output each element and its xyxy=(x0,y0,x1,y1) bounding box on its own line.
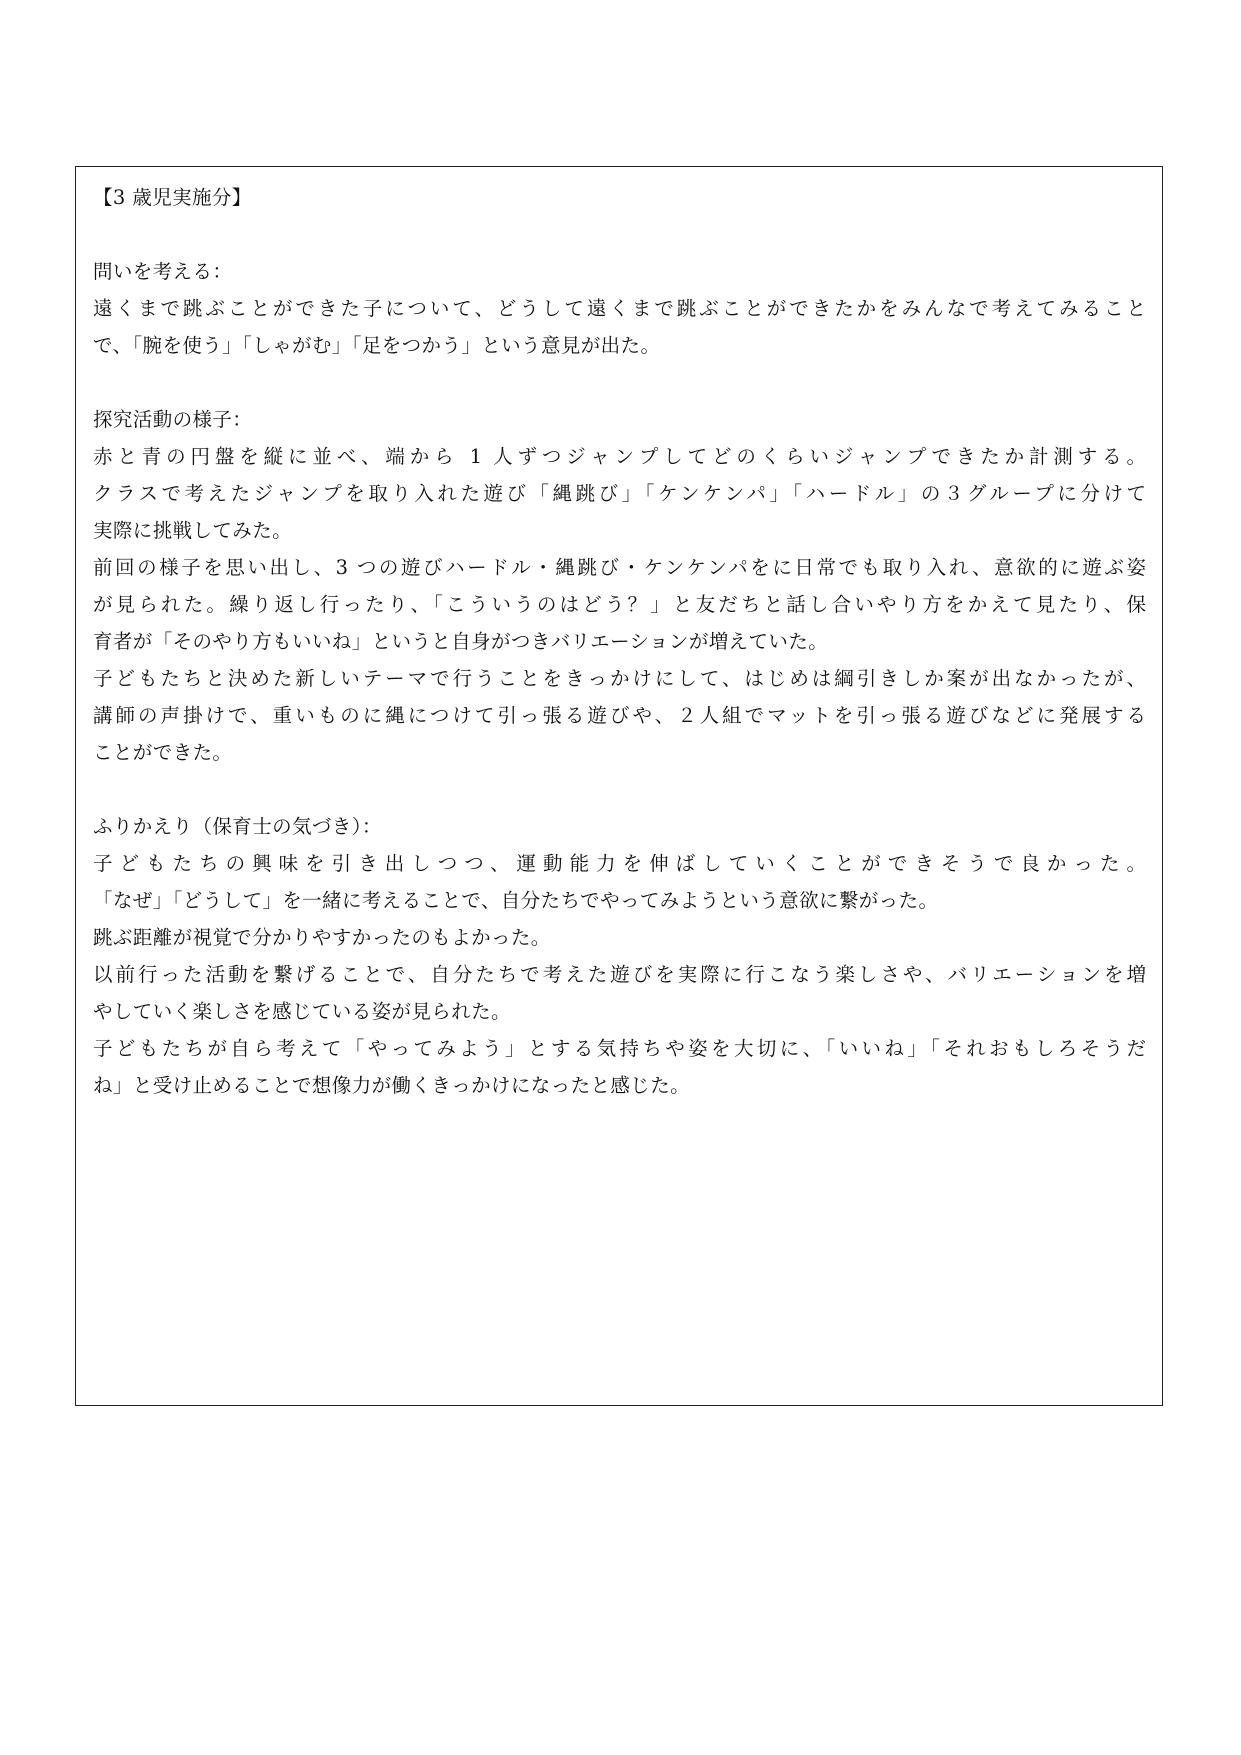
spacer xyxy=(93,771,1146,808)
activity-line: 実際に挑戦してみた。 xyxy=(93,519,293,542)
reflection-line: 「なぜ」「どうして」を一緒に考えることで、自分たちでやってみようという意欲に繋がった。 xyxy=(93,889,939,912)
question-heading: 問いを考える： xyxy=(93,260,233,283)
question-line: 遠くまで跳ぶことができた子について、どうして遠くまで跳ぶことができたかをみんなで考えてみること xyxy=(93,297,1146,320)
activity-line: 育者が「そのやり方もいいね」というと自身がつきバリエーションが増えていた。 xyxy=(93,630,829,653)
activity-line: が見られた。繰り返し行ったり、「こういうのはどう？」と友だちと話し合いやり方をかえて見たり、保 xyxy=(93,593,1146,616)
report-box xyxy=(75,166,1163,1406)
activity-line: ことができた。 xyxy=(93,741,233,764)
reflection-line: ね」と受け止めることで想像力が働くきっかけになったと感じた。 xyxy=(93,1074,691,1097)
reflection-line: 子どもたちの興味を引き出しつつ、運動能力を伸ばしていくことができそうで良かった。 xyxy=(93,852,1146,875)
reflection-line: 以前行った活動を繋げることで、自分たちで考えた遊びを実際に行こなう楽しさや、バリエーションを増 xyxy=(93,963,1146,986)
activity-line: クラスで考えたジャンプを取り入れた遊び「縄跳び」「ケンケンパ」「ハードル」の３グループに分けて xyxy=(93,482,1146,505)
activity-line: 前回の様子を思い出し、3 つの遊びハードル・縄跳び・ケンケンパをに日常でも取り入れ、意欲的に遊ぶ姿 xyxy=(93,556,1146,579)
reflection-line: 子どもたちが自ら考えて「やってみよう」とする気持ちや姿を大切に、「いいね」「それおもしろそうだ xyxy=(93,1037,1146,1060)
reflection-line: やしていく楽しさを感じている姿が見られた。 xyxy=(93,1000,511,1023)
spacer xyxy=(93,216,1146,253)
spacer xyxy=(93,364,1146,401)
section-title: 【3 歳児実施分】 xyxy=(93,186,252,209)
activity-line: 子どもたちと決めた新しいテーマで行うことをきっかけにして、はじめは綱引きしか案が出なかったが、 xyxy=(93,667,1146,690)
question-line: で、「腕を使う」「しゃがむ」「足をつかう」という意見が出た。 xyxy=(93,334,661,357)
reflection-line: 跳ぶ距離が視覚で分かりやすかったのもよかった。 xyxy=(93,926,551,949)
activity-line: 赤と青の円盤を縦に並べ、端から 1 人ずつジャンプしてどのくらいジャンプできたか計測する。 xyxy=(93,445,1146,468)
activity-heading: 探究活動の様子： xyxy=(93,408,253,431)
activity-line: 講師の声掛けで、重いものに縄につけて引っ張る遊びや、２人組でマットを引っ張る遊びなどに発展する xyxy=(93,704,1146,727)
reflection-heading: ふりかえり（保育士の気づき）： xyxy=(93,815,382,838)
